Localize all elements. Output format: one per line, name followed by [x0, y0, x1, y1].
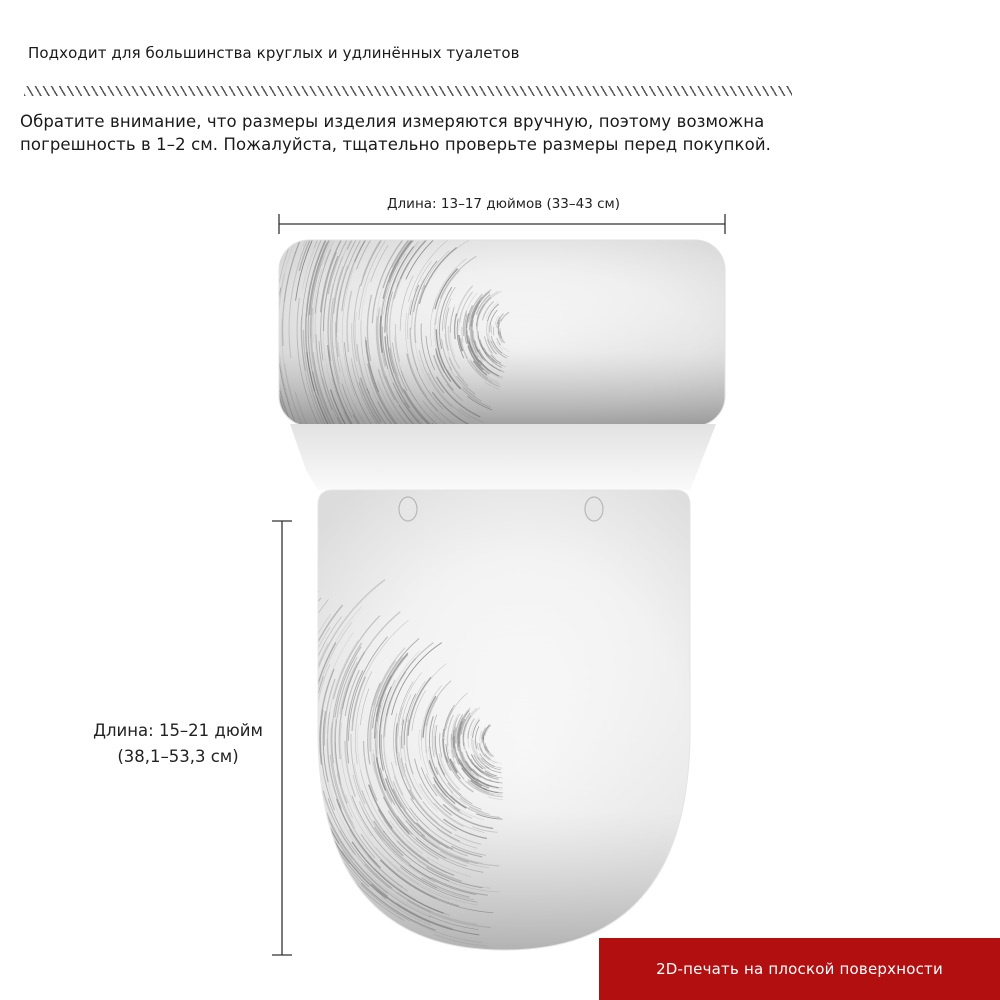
tank-brush-stroke — [314, 163, 374, 248]
tank-width-label: Длина: 13–17 дюймов (33–43 см) — [387, 196, 620, 212]
lid-brush-stroke — [296, 696, 301, 758]
lid-brush-stroke — [289, 784, 321, 862]
lid-brush-stroke — [269, 591, 319, 706]
tank-brush-stroke — [303, 158, 363, 246]
lid-length-label — [80, 718, 276, 770]
neck-connector — [290, 424, 716, 490]
tank-brush-stroke — [296, 142, 364, 233]
lid-brush-stroke — [305, 679, 315, 772]
product-fit-title: Подходит для большинства круглых и удлинённых туалетов — [28, 44, 520, 62]
tank-brush-stroke — [269, 273, 275, 381]
lid-brush-stroke — [272, 598, 321, 764]
lid-brush-stroke — [288, 818, 317, 873]
lid-brush-stroke — [286, 637, 308, 700]
lid-brush-stroke — [286, 699, 290, 762]
lid-length-label-line-2: (38,1–53,3 см) — [117, 747, 239, 766]
lid-cover — [267, 490, 690, 978]
tank-brush-stroke — [322, 189, 354, 239]
lid-brush-stroke — [273, 640, 295, 724]
hinge-hole-left — [399, 497, 417, 521]
lid-brush-stroke — [274, 743, 297, 840]
tank-brush-stroke — [278, 131, 356, 242]
lid-brush-stroke — [292, 672, 305, 814]
hinge-hole-right — [585, 497, 603, 521]
lid-brush-stroke — [274, 704, 288, 819]
tank-width-dimension — [279, 214, 725, 234]
lid-brush-stroke — [286, 649, 306, 805]
lid-brush-stroke — [308, 698, 313, 772]
lid-brush-stroke — [293, 842, 327, 893]
lid-brush-stroke — [281, 742, 316, 859]
lid-brush-stroke — [278, 613, 317, 759]
notice-line-2: погрешность в 1–2 см. Пожалуйста, тщательно проверьте размеры перед покупкой. — [20, 135, 771, 154]
lid-brush-stroke — [279, 771, 321, 874]
lid-brush-stroke — [281, 674, 296, 820]
lid-brush-stroke — [290, 686, 297, 787]
tank-brush-stroke — [297, 177, 334, 239]
lid-length-label-line-1: Длина: 15–21 дюйм — [93, 721, 263, 740]
print-type-badge: 2D-печать на плоской поверхности — [599, 938, 1000, 1000]
lid-brush-stroke — [311, 714, 318, 791]
tank-brush-stroke — [324, 134, 428, 238]
lid-brush-stroke — [405, 955, 495, 977]
notice-line-1: Обратите внимание, что размеры изделия измеряются вручную, поэтому возможна — [20, 112, 765, 131]
